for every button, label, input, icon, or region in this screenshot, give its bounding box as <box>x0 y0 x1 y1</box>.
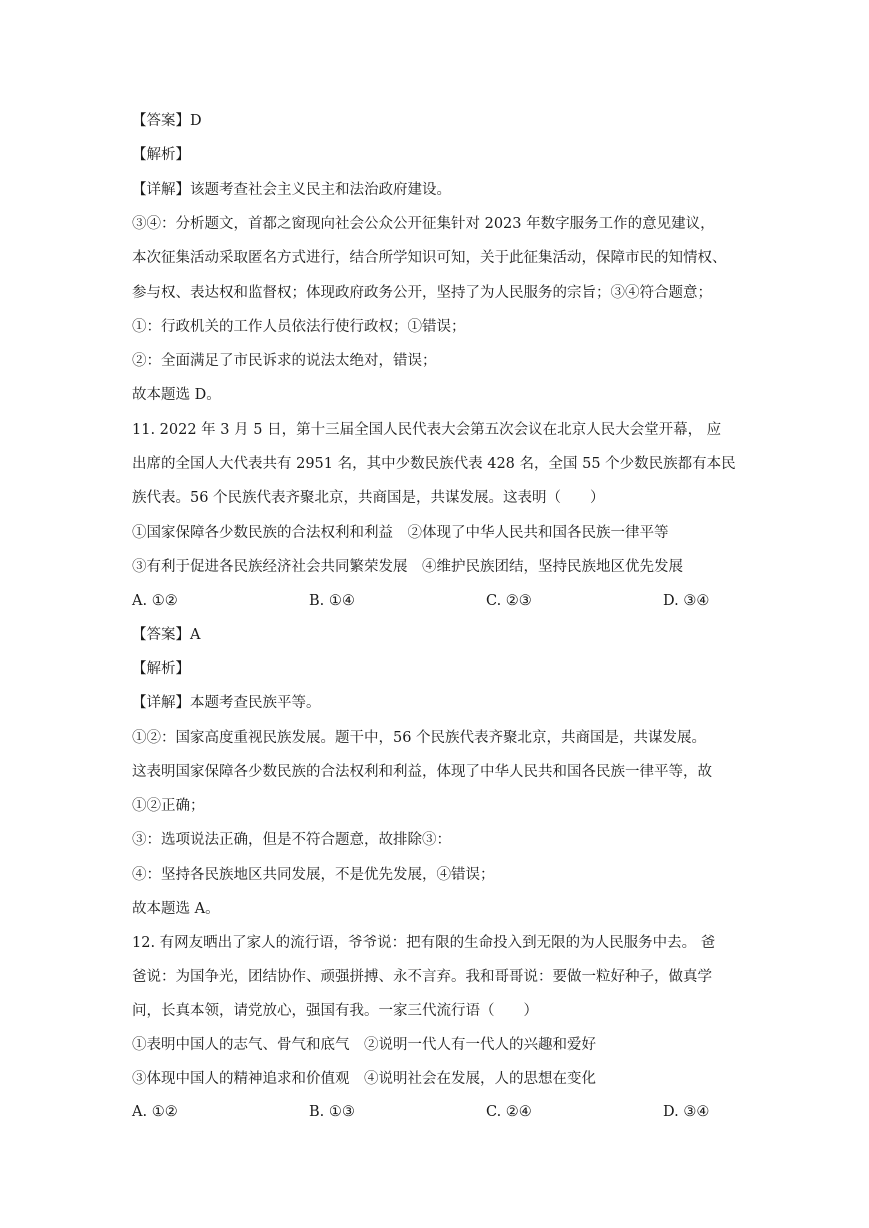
q12-option-c: C. ②④ <box>486 1104 532 1120</box>
q12-option-a: A. ①② <box>132 1104 178 1120</box>
q10-analysis-line: ②：全面满足了市民诉求的说法太绝对，错误； <box>132 353 437 369</box>
q11-analysis-line: ③：选项说法正确，但是不符合题意，故排除③： <box>132 832 451 848</box>
q11-stem-line: 出席的全国人大代表共有 2951 名，其中少数民族代表 428 名，全国 55 个少数民族都有本民 <box>132 456 736 472</box>
q12-option-b: B. ①③ <box>309 1104 355 1120</box>
q11-option-d: D. ③④ <box>663 593 710 609</box>
q10-detail: 【详解】该题考查社会主义民主和法治政府建设。 <box>132 182 451 198</box>
q11-analysis-line: 故本题选 A。 <box>132 901 220 917</box>
q12-stem-line: 问，长真本领，请党放心，强国有我。一家三代流行语（ ） <box>132 1003 538 1019</box>
q12-stem-line: 12. 有网友晒出了家人的流行语，爷爷说：把有限的生命投入到无限的为人民服务中去。 爸 <box>132 935 716 951</box>
q11-analysis-line: 这表明国家保障各少数民族的合法权利和利益，体现了中华人民共和国各民族一律平等，故 <box>132 764 712 780</box>
q11-stem-line: 11. 2022 年 3 月 5 日，第十三届全国人民代表大会第五次会议在北京人民大会堂开幕， 应 <box>132 422 722 438</box>
q12-statement-line: ①表明中国人的志气、骨气和底气 ②说明一代人有一代人的兴趣和爱好 <box>132 1037 596 1053</box>
q10-analysis-line: ③④：分析题文，首都之窗现向社会公众公开征集针对 2023 年数字服务工作的意见建议， <box>132 216 715 232</box>
q11-option-a: A. ①② <box>132 593 178 609</box>
q12-option-d: D. ③④ <box>663 1104 710 1120</box>
q11-statement-line: ③有利于促进各民族经济社会共同繁荣发展 ④维护民族团结，坚持民族地区优先发展 <box>132 559 683 575</box>
q11-answer: 【答案】A <box>132 627 201 643</box>
q11-analysis-line: ①②正确； <box>132 798 205 814</box>
q11-stem-line: 族代表。56 个民族代表齐聚北京，共商国是，共谋发展。这表明（ ） <box>132 490 605 506</box>
q12-stem-line: 爸说：为国争光，团结协作、顽强拼搏、永不言弃。我和哥哥说：要做一粒好种子，做真学 <box>132 969 712 985</box>
q11-option-c: C. ②③ <box>486 593 532 609</box>
q10-answer: 【答案】D <box>132 113 202 129</box>
q11-statement-line: ①国家保障各少数民族的合法权利和利益 ②体现了中华人民共和国各民族一律平等 <box>132 525 669 541</box>
q12-statement-line: ③体现中国人的精神追求和价值观 ④说明社会在发展，人的思想在变化 <box>132 1071 596 1087</box>
q11-analysis-line: ①②：国家高度重视民族发展。题干中，56 个民族代表齐聚北京，共商国是，共谋发展。 <box>132 730 707 746</box>
q10-analysis-line: 参与权、表达权和监督权；体现政府政务公开，坚持了为人民服务的宗旨；③④符合题意； <box>132 285 712 301</box>
q10-analysis-line: ①：行政机关的工作人员依法行使行政权；①错误； <box>132 319 466 335</box>
q11-analysis-line: ④：坚持各民族地区共同发展，不是优先发展，④错误； <box>132 867 495 883</box>
q11-analysis-label: 【解析】 <box>132 661 190 677</box>
q11-option-b: B. ①④ <box>309 593 355 609</box>
q11-detail: 【详解】本题考查民族平等。 <box>132 695 321 711</box>
q10-analysis-line: 故本题选 D。 <box>132 387 221 403</box>
q10-analysis-label: 【解析】 <box>132 147 190 163</box>
q10-analysis-line: 本次征集活动采取匿名方式进行，结合所学知识可知，关于此征集活动，保障市民的知情权、 <box>132 250 727 266</box>
